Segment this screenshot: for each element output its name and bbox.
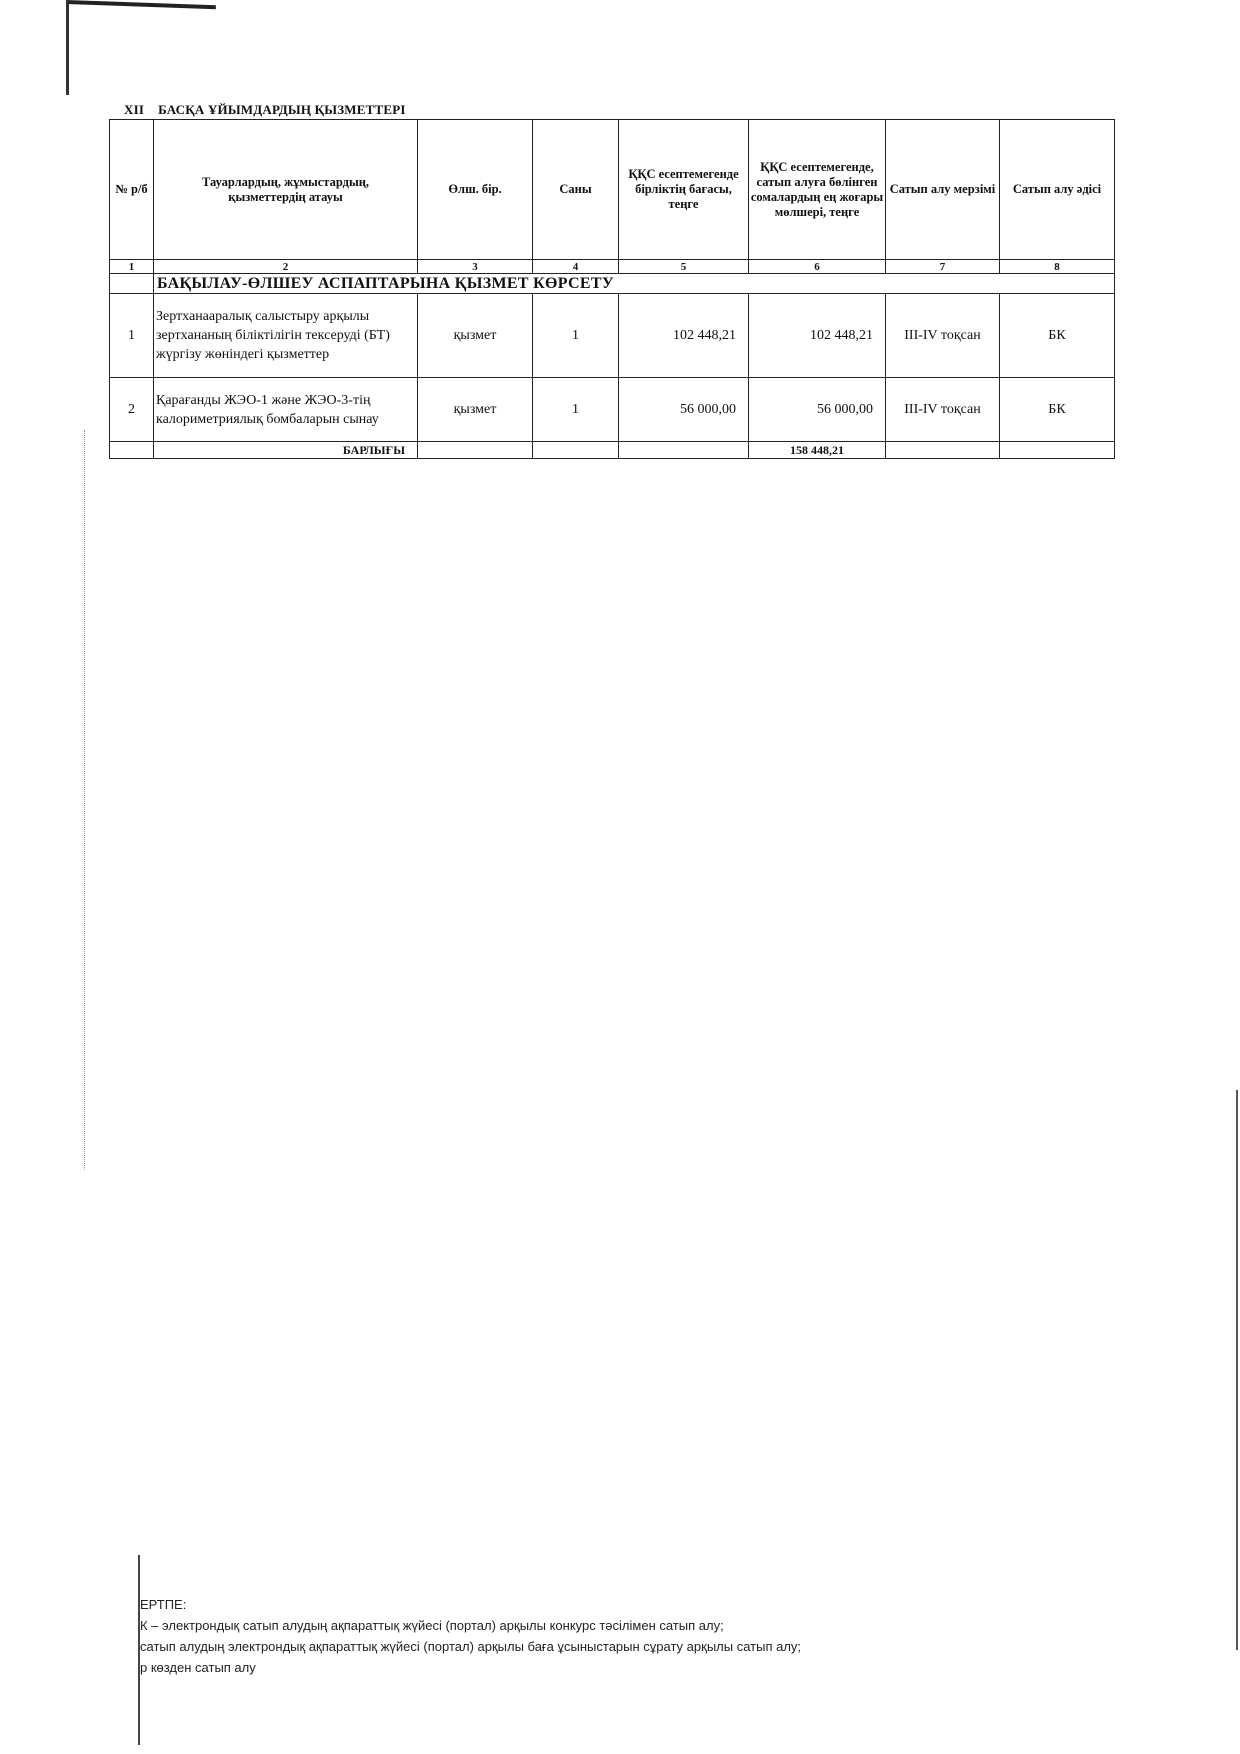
column-number: 2 <box>154 260 418 274</box>
row-unit-price: 102 448,21 <box>619 294 749 378</box>
row-unit: қызмет <box>418 294 533 378</box>
header-unit: Өлш. бір. <box>418 120 533 260</box>
header-method: Сатып алу әдісі <box>1000 120 1115 260</box>
row-unit: қызмет <box>418 378 533 442</box>
total-empty-cell <box>886 442 1000 459</box>
column-number: 4 <box>533 260 619 274</box>
row-quantity: 1 <box>533 294 619 378</box>
row-item-name: Қарағанды ЖЭО-1 және ЖЭО-3-тің калориметриялық бомбаларын сынау <box>154 378 418 442</box>
header-quantity: Саны <box>533 120 619 260</box>
total-empty-cell <box>533 442 619 459</box>
column-number: 7 <box>886 260 1000 274</box>
row-quantity: 1 <box>533 378 619 442</box>
table-row <box>110 294 1115 378</box>
column-number: 5 <box>619 260 749 274</box>
total-empty-cell <box>110 442 154 459</box>
column-number-row <box>110 260 1115 274</box>
section-number: XII <box>124 102 145 117</box>
footnote-line: К – электрондық сатып алудың ақпараттық жүйесі (портал) арқылы конкурс тәсілімен сатып алу; <box>140 1618 724 1633</box>
header-period: Сатып алу мерзімі <box>886 120 1000 260</box>
row-max-amount: 102 448,21 <box>749 294 886 378</box>
footnote-line: сатып алудың электрондық ақпараттық жүйесі (портал) арқылы баға ұсыныстарын сұрату арқылы сатып алу; <box>140 1639 802 1654</box>
header-item-name: Тауарлардың, жұмыстардың, қызметтердің атауы <box>154 120 418 260</box>
scan-artifact-specks <box>84 430 86 1170</box>
header-max-amount: ҚҚС есептемегенде, сатып алуға бөлінген сомалардың ең жоғары мөлшері, теңге <box>749 120 886 260</box>
scan-artifact-right-edge <box>1236 1090 1238 1650</box>
row-number: 1 <box>110 294 154 378</box>
total-empty-cell <box>619 442 749 459</box>
row-method: БК <box>1000 378 1115 442</box>
row-period: III-IV тоқсан <box>886 294 1000 378</box>
group-row <box>110 274 1115 294</box>
footnote-line: р көзден сатып алу <box>140 1660 256 1675</box>
row-method: БК <box>1000 294 1115 378</box>
footnotes <box>140 1594 801 1678</box>
section-title <box>124 102 420 118</box>
header-row <box>110 120 1115 260</box>
total-row <box>110 442 1115 459</box>
section-name: БАСҚА ҰЙЫМДАРДЫҢ ҚЫЗМЕТТЕРІ <box>158 102 406 117</box>
group-title: БАҚЫЛАУ-ӨЛШЕУ АСПАПТАРЫНА ҚЫЗМЕТ КӨРСЕТУ <box>154 274 1115 294</box>
footnote-title: ЕРТПЕ: <box>140 1597 187 1612</box>
header-number: № р/б <box>110 120 154 260</box>
table-row <box>110 378 1115 442</box>
row-number: 2 <box>110 378 154 442</box>
total-empty-cell <box>1000 442 1115 459</box>
row-max-amount: 56 000,00 <box>749 378 886 442</box>
row-item-name: Зертханааралық салыстыру арқылы зертхананың біліктілігін тексеруді (БТ) жүргізу жөніндегі қызметтер <box>154 294 418 378</box>
procurement-table <box>109 119 1115 459</box>
row-period: III-IV тоқсан <box>886 378 1000 442</box>
scan-artifact-top-edge <box>66 0 216 9</box>
row-unit-price: 56 000,00 <box>619 378 749 442</box>
scan-artifact-left-edge <box>66 0 69 95</box>
column-number: 6 <box>749 260 886 274</box>
group-empty-cell <box>110 274 154 294</box>
total-label: БАРЛЫҒЫ <box>154 442 418 459</box>
column-number: 1 <box>110 260 154 274</box>
column-number: 8 <box>1000 260 1115 274</box>
total-amount: 158 448,21 <box>749 442 886 459</box>
header-unit-price: ҚҚС есептемегенде бірліктің бағасы, теңге <box>619 120 749 260</box>
column-number: 3 <box>418 260 533 274</box>
total-empty-cell <box>418 442 533 459</box>
